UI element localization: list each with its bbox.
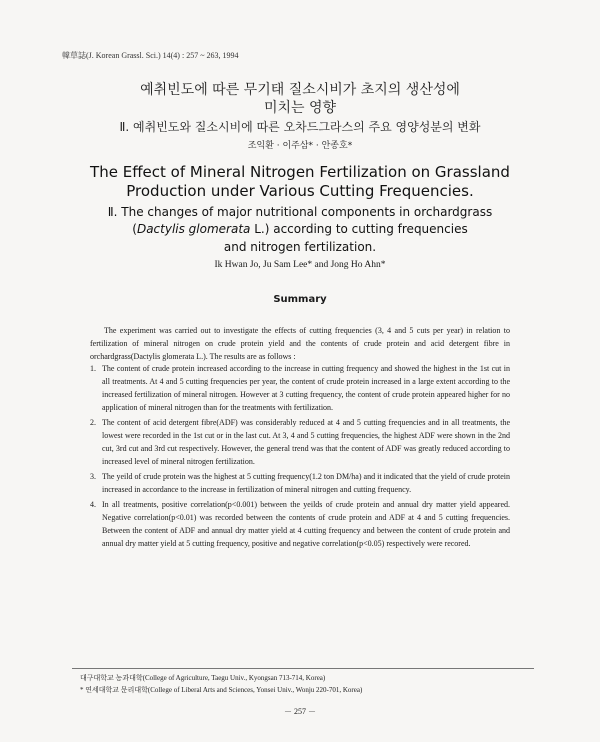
- subtitle-paren-open: (: [132, 222, 137, 236]
- footnote-affiliation-2: * 연세대학교 문리대학(College of Liberal Arts and Sciences, Yonsei Univ., Wonju 220-701, Korea): [80, 686, 363, 694]
- subtitle-line2-rest: L.) according to cutting frequencies: [250, 222, 468, 236]
- korean-authors: 조익환 · 이주삼* · 안종호*: [247, 141, 353, 151]
- summary-intro: The experiment was carried out to investigate the effects of cutting frequencies (3, 4 and 5 cuts per year) in relation to fertilization of mineral nitrogen on crude protein yield and the contents of crude protein and acid detergent fibre in orchardgrass(Dactylis glomerata L.). The results are as follows :: [90, 326, 510, 361]
- list-item-number: 3.: [90, 472, 96, 481]
- list-item-text: In all treatments, positive correlation(p<0.001) between the yeilds of crude protein and annual dry matter yield appeared. Negative correlation(p<0.01) was recorded between the contents of crude protein and ADF at 4 and 5 cutting frequencies. Between the content of ADF and annual dry matter yield at 4 cutting frequency and between the content of crude protein and annual dry matter yield at 5 cutting frequency, positive and negative correlation(p<0.05) respectively were recored.: [102, 500, 510, 548]
- list-item-text: The content of acid detergent fibre(ADF) was considerably reduced at 4 and 5 cutting frequencies and in all treatments, the lowest were recorded in the 1st cut or in the last cut. At 3, 4 and 5 cutting frequencies, the highest ADF were shown in the 2nd cut, 3rd cut and 3rd cut respectively. However, the general trend was that the content of ADF was greatly reduced according to increased level of mineral nitrogen fertilization.: [102, 418, 510, 466]
- korean-title-line2: 미치는 영향: [263, 100, 337, 116]
- list-item-text: The yeild of crude protein was the highest at 5 cutting frequency(1.2 ton DM/ha) and it indicated that the yield of crude protein increased in accordance to the increase in fertilization of mineral nitrogen and cutting frequency.: [102, 472, 510, 494]
- page-number: － 257 －: [284, 707, 316, 716]
- english-subtitle-line3: and nitrogen fertilization.: [223, 240, 377, 254]
- english-authors: Ik Hwan Jo, Ju Sam Lee* and Jong Ho Ahn*: [214, 260, 386, 270]
- list-item: [90, 498, 510, 550]
- journal-citation: 韓草誌(J. Korean Grassl. Sci.) 14(4) : 257 ~ 263, 1994: [62, 51, 239, 60]
- korean-subtitle: Ⅱ. 예취빈도와 질소시비에 따른 오차드그라스의 주요 영양성분의 변화: [119, 120, 481, 134]
- english-subtitle-line2: [0, 222, 600, 236]
- footnote-divider: [72, 668, 534, 669]
- summary-heading: Summary: [273, 294, 327, 305]
- list-item-number: 4.: [90, 500, 96, 509]
- species-name: Dactylis glomerata: [136, 222, 251, 236]
- english-subtitle-line1: Ⅱ. The changes of major nutritional components in orchardgrass: [107, 205, 493, 219]
- footnote-affiliation-1: 대구대학교 농과대학(College of Agriculture, Taegu Univ., Kyongsan 713-714, Korea): [80, 674, 326, 682]
- list-item-text: The content of crude protein increased according to the increase in cutting frequency and showed the highest in the 1st cut in all treatments. At 4 and 5 cutting frequencies per year, the content of crude protein increased in a large extent according to the increased fertilization of mineral nitrogen. However at 3 cutting frequency, the content of crude protein appeared higher for no application of mineral nitrogen than for the treatments with fertilization.: [102, 364, 510, 412]
- english-title-line2: Production under Various Cutting Frequencies.: [126, 182, 474, 200]
- summary-results-list: [90, 362, 510, 552]
- list-item-number: 1.: [90, 364, 96, 373]
- list-item: [90, 362, 510, 414]
- list-item: [90, 470, 510, 496]
- korean-title-line1: 예취빈도에 따른 무기태 질소시비가 초지의 생산성에: [140, 82, 460, 98]
- english-title-line1: The Effect of Mineral Nitrogen Fertilization on Grassland: [90, 163, 510, 181]
- list-item: [90, 416, 510, 468]
- list-item-number: 2.: [90, 418, 96, 427]
